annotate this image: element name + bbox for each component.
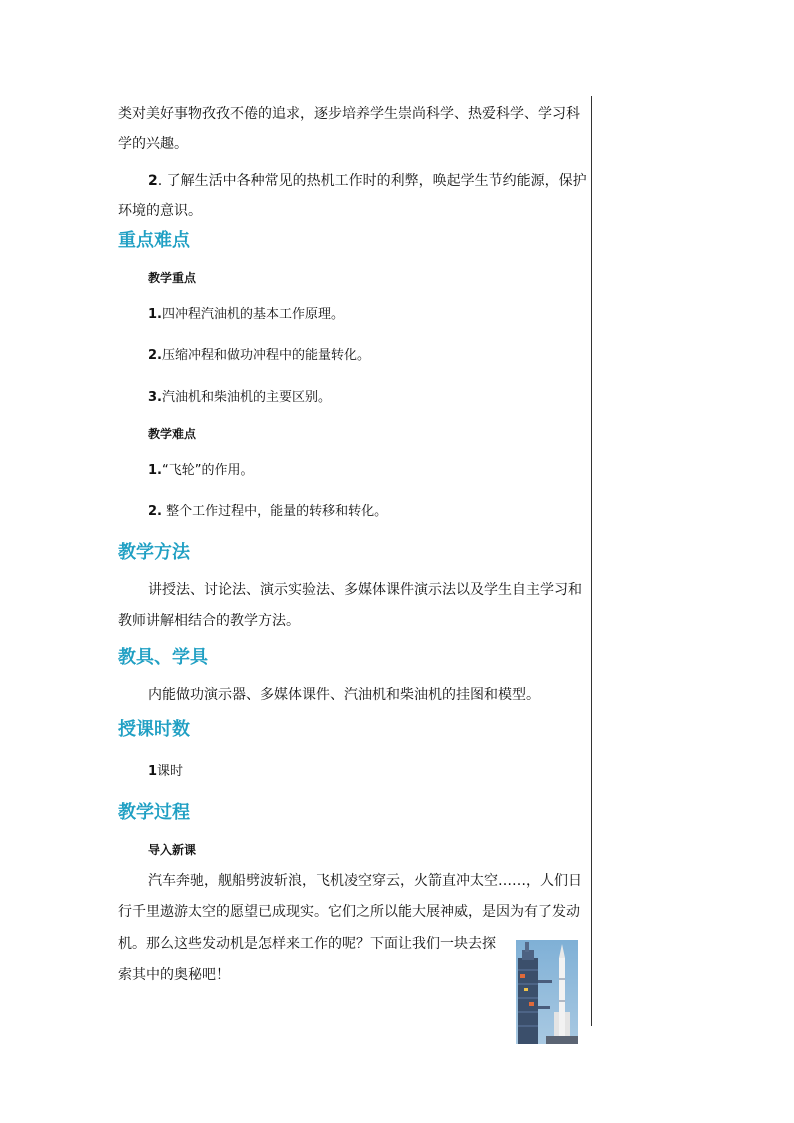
focus-item-1: 1.四冲程汽油机的基本工作原理。: [148, 307, 344, 322]
intro-line-4: 索其中的奥秘吧！: [118, 967, 230, 983]
key-points-heading: 重点难点: [118, 230, 190, 251]
goals-item-2-line-2: 环境的意识。: [118, 203, 202, 219]
page-margin-line: [591, 96, 592, 1026]
goals-item-2-text: . 了解生活中各种常见的热机工作时的利弊，唤起学生节约能源，保护: [157, 173, 587, 189]
hours-number: 1: [148, 764, 158, 779]
focus-item-2: 2.压缩冲程和做功冲程中的能量转化。: [148, 348, 370, 363]
hours-unit: 课时: [157, 764, 184, 779]
tools-heading: 教具、学具: [118, 647, 208, 668]
hours-heading: 授课时数: [118, 719, 190, 740]
methods-heading: 教学方法: [118, 542, 190, 563]
methods-line-1: 讲授法、讨论法、演示实验法、多媒体课件演示法以及学生自主学习和: [148, 582, 582, 598]
difficulty-item-1: 1.“飞轮”的作用。: [148, 463, 254, 478]
difficulty-item-2: 2. 整个工作过程中，能量的转移和转化。: [148, 504, 388, 519]
rocket-launch-image: [516, 940, 578, 1044]
goals-line-1: 类对美好事物孜孜不倦的追求，逐步培养学生崇尚科学、热爱科学、学习科: [118, 106, 580, 122]
focus-item-3: 3.汽油机和柴油机的主要区别。: [148, 390, 331, 405]
teaching-focus-label: 教学重点: [148, 271, 197, 285]
goals-item-2-number: 2: [148, 173, 158, 189]
tools-text: 内能做功演示器、多媒体课件、汽油机和柴油机的挂图和模型。: [148, 687, 540, 703]
process-heading: 教学过程: [118, 802, 190, 823]
hours-text: [148, 762, 183, 782]
goals-item-2-line-1: [148, 171, 587, 191]
teaching-difficulty-label: 教学难点: [148, 427, 197, 441]
intro-label: 导入新课: [148, 843, 197, 857]
intro-line-3: 机。那么这些发动机是怎样来工作的呢？下面让我们一块去探: [118, 936, 496, 952]
rocket-launch-photo: [516, 940, 578, 1044]
intro-line-1: 汽车奔驰，舰船劈波斩浪，飞机凌空穿云，火箭直冲太空……，人们日: [148, 873, 582, 889]
methods-line-2: 教师讲解相结合的教学方法。: [118, 613, 300, 629]
goals-line-2: 学的兴趣。: [118, 136, 188, 152]
intro-line-2: 行千里遨游太空的愿望已成现实。它们之所以能大展神威，是因为有了发动: [118, 904, 580, 920]
